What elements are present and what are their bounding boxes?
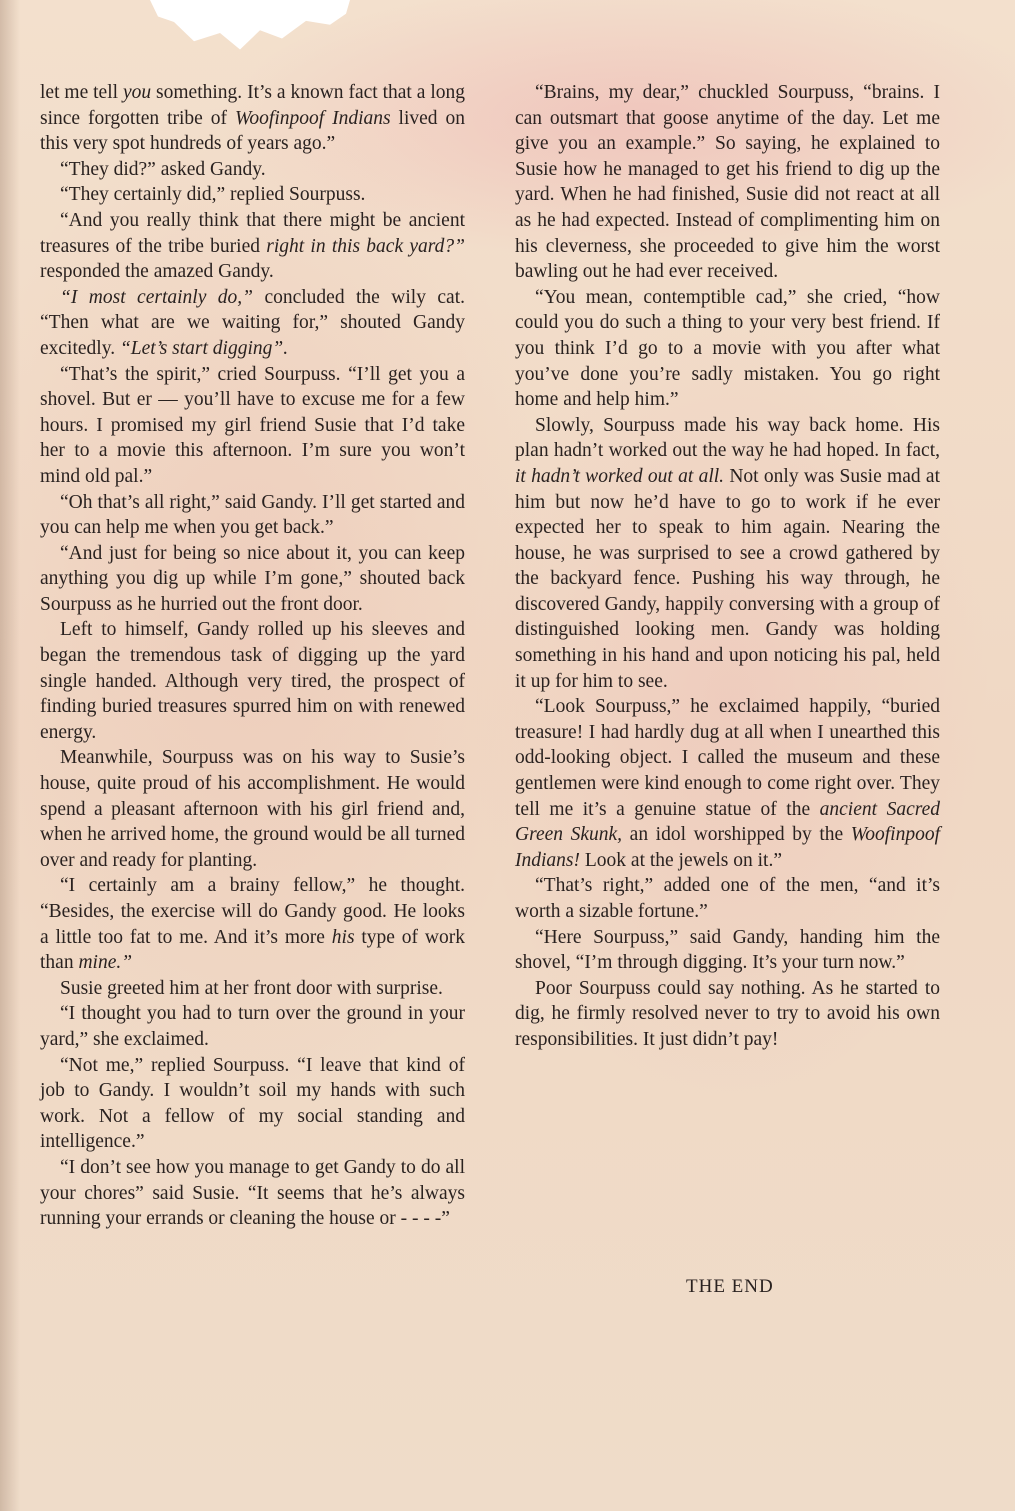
text-run: “I don’t see how you manage to get Gandy to do all your chores” said Susie. “It seems that he’s always running your errands or cleaning the house or - - - -” bbox=[40, 1156, 465, 1230]
paragraph bbox=[40, 285, 465, 362]
text-run: concluded the wily cat. “Then what are we waiting for,” shouted Gandy excitedly. bbox=[40, 286, 465, 359]
left-text-column bbox=[40, 80, 465, 1232]
text-run: let me tell bbox=[40, 82, 123, 103]
italic-text: it hadn’t worked out at all. bbox=[515, 465, 725, 487]
paragraph bbox=[40, 873, 465, 975]
text-run: Look at the jewels on it.” bbox=[580, 849, 782, 871]
italic-text: his bbox=[331, 926, 355, 948]
text-run: “Not me,” replied Sourpuss. “I leave that kind of job to Gandy. I wouldn’t soil my hands with such work. Not a fellow of my social standing and intelligence.” bbox=[40, 1054, 465, 1153]
text-run: Poor Sourpuss could say nothing. As he started to dig, he firmly resolved never to try to avoid his own responsibilities. It just didn’t pay! bbox=[515, 977, 940, 1050]
torn-paper-edge bbox=[150, 0, 350, 55]
paragraph bbox=[515, 80, 940, 285]
paragraph bbox=[40, 490, 465, 541]
paragraph bbox=[515, 694, 940, 873]
paragraph bbox=[515, 873, 940, 924]
paragraph bbox=[40, 745, 465, 873]
paragraph bbox=[40, 182, 465, 208]
text-run: “That’s right,” added one of the men, “and it’s worth a sizable fortune.” bbox=[515, 875, 940, 922]
paragraph bbox=[40, 541, 465, 618]
text-run: “And just for being so nice about it, you can keep anything you dig up while I’m gone,” shouted back Sourpuss as he hurried out the front door. bbox=[40, 542, 465, 615]
paragraph bbox=[40, 1001, 465, 1052]
text-run: Left to himself, Gandy rolled up his sleeves and began the tremendous task of digging up the yard single handed. Although very tired, the prospect of finding buried treasures spurred him on with renewed energy. bbox=[40, 619, 465, 743]
paragraph bbox=[515, 976, 940, 1053]
paragraph bbox=[40, 80, 465, 157]
text-run: Not only was Susie mad at him but now he’d have to go to work if he ever expected her to speak to him again. Nearing the house, he was surprised to see a crowd gathered by the backyard fence. Pushing his way through, he discovered Gandy, happily conversing with a group of distinguished looking men. Gandy was holding something in his hand and upon noticing his pal, held it up for him to see. bbox=[515, 465, 940, 692]
italic-text: Woofinpoof Indians bbox=[234, 107, 391, 129]
text-run: something. It’s a known fact that a long since forgotten tribe of bbox=[40, 82, 465, 129]
text-run: “Look Sourpuss,” he exclaimed happily, “buried treasure! I had hardly dug at all when I unearthed this odd-looking object. I called the museum and these gentlemen were kind enough to come right over. They tell me it’s a genuine statue of the bbox=[515, 696, 940, 820]
italic-text: right in this back yard?” bbox=[266, 235, 465, 257]
text-run: responded the amazed Gandy. bbox=[40, 261, 274, 283]
worn-left-margin bbox=[0, 0, 20, 1511]
paragraph bbox=[40, 1155, 465, 1232]
paragraph bbox=[515, 285, 940, 413]
text-run: “Oh that’s all right,” said Gandy. I’ll get started and you can help me when you get back.” bbox=[40, 491, 465, 539]
paragraph bbox=[40, 157, 465, 183]
text-run: “Brains, my dear,” chuckled Sourpuss, “brains. I can outsmart that goose anytime of the day. Let me give you an example.” So saying, he explained to Susie how he managed to get his friend to dig up the yard. When he had finished, Susie did not react at all as he had expected. Instead of complimenting him on his cleverness, she proceeded to give him the worst bawling out he had ever received. bbox=[515, 82, 940, 283]
text-run: an idol worshipped by the bbox=[622, 824, 851, 846]
text-run: “You mean, contemptible cad,” she cried, “how could you do such a thing to your very best friend. If you think I’d go to a movie with you after what you’ve done you’re sadly mistaken. You go right home and help him.” bbox=[515, 286, 940, 411]
text-run: “That’s the spirit,” cried Sourpuss. “I’ll get you a shovel. But er — you’ll have to excuse me for a few hours. I promised my girl friend Susie that I’d take her to a movie this afternoon. I’m sure you won’t mind old pal.” bbox=[40, 363, 465, 487]
paragraph bbox=[40, 976, 465, 1002]
text-run: “I thought you had to turn over the ground in your yard,” she exclaimed. bbox=[40, 1003, 465, 1050]
italic-text: mine.” bbox=[78, 952, 133, 974]
italic-text: Woofinpoof Indians! bbox=[515, 824, 940, 871]
text-run: Susie greeted him at her front door with surprise. bbox=[60, 977, 443, 999]
paragraph bbox=[40, 617, 465, 745]
italic-text: ancient Sacred Green Skunk, bbox=[515, 798, 940, 846]
paragraph bbox=[515, 413, 940, 695]
the-end-label: THE END bbox=[686, 1276, 774, 1297]
text-run: “Here Sourpuss,” said Gandy, handing him the shovel, “I’m through digging. It’s your turn now.” bbox=[515, 926, 940, 974]
text-run: “They certainly did,” replied Sourpuss. bbox=[60, 184, 366, 206]
italic-text: you bbox=[122, 82, 152, 103]
right-text-column bbox=[515, 80, 940, 1053]
paragraph bbox=[40, 1053, 465, 1155]
paragraph bbox=[40, 362, 465, 490]
italic-text: “I most certainly do,” bbox=[60, 286, 254, 308]
italic-text: “Let’s start digging”. bbox=[119, 337, 289, 359]
text-run: “They did?” asked Gandy. bbox=[60, 158, 266, 180]
text-run: Slowly, Sourpuss made his way back home. His plan hadn’t worked out the way he had hoped. In fact, bbox=[515, 414, 940, 462]
paragraph bbox=[40, 208, 465, 285]
text-run: “And you really think that there might be ancient treasures of the tribe buried bbox=[40, 209, 465, 257]
paragraph bbox=[515, 925, 940, 976]
text-run: Meanwhile, Sourpuss was on his way to Susie’s house, quite proud of his accomplishment. He would spend a pleasant afternoon with his girl friend and, when he arrived home, the ground would be all turned over and ready for planting. bbox=[40, 747, 465, 871]
text-run: lived on this very spot hundreds of years ago.” bbox=[40, 107, 465, 155]
text-run: “I certainly am a brainy fellow,” he thought. “Besides, the exercise will do Gandy good. He looks a little too fat to me. And it’s more bbox=[40, 875, 465, 948]
text-run: type of work than bbox=[40, 926, 465, 974]
